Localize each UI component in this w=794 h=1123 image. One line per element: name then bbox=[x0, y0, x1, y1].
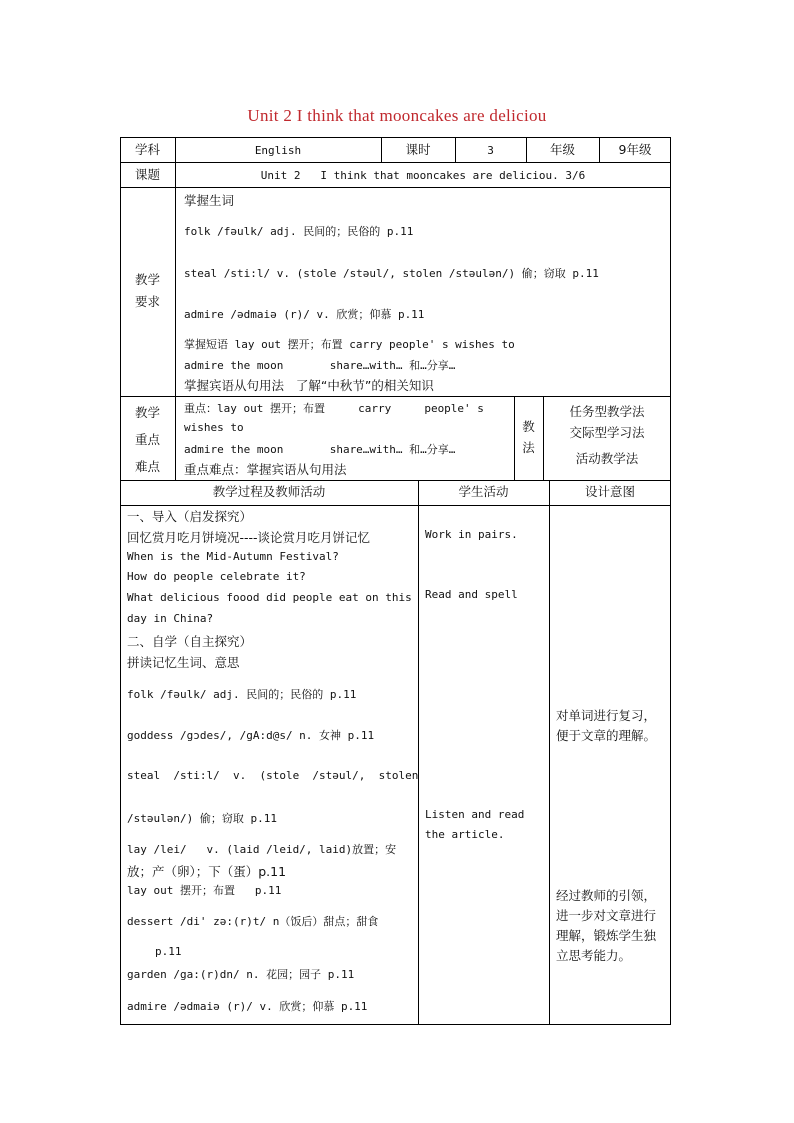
key-points-label-1: 教学 bbox=[134, 405, 160, 420]
method-item: 活动教学法 bbox=[575, 451, 639, 466]
design-intent: 经过教师的引领，进一步对文章进行理解，锻炼学生独立思考能力。 bbox=[556, 888, 657, 963]
requirement-line: 掌握宾语从句用法 了解“中秋节”的相关知识 bbox=[184, 378, 434, 393]
method-item: 交际型学习法 bbox=[569, 425, 645, 440]
subject-label: 学科 bbox=[134, 142, 160, 157]
process-header-student: 学生活动 bbox=[458, 484, 509, 499]
process-line: 回忆赏月吃月饼境况----谈论赏月吃月饼记忆 bbox=[127, 530, 371, 545]
key-point-line: 重点：lay out 摆开；布置 carry people' s bbox=[184, 402, 484, 415]
process-line: dessert /di' zə:(r)t/ n（饭后）甜点；甜食 bbox=[127, 915, 379, 928]
process-line: garden /ga:(r)dn/ n. 花园；园子 p.11 bbox=[127, 968, 355, 981]
student-activity: Work in pairs. bbox=[425, 528, 518, 541]
requirement-line: folk /fəulk/ adj. 民间的；民俗的 p.11 bbox=[184, 225, 414, 238]
student-activity: Read and spell bbox=[425, 588, 518, 601]
grade-value: 9年级 bbox=[618, 142, 652, 157]
key-points-label-3: 难点 bbox=[134, 459, 160, 474]
process-line: p.11 bbox=[155, 945, 182, 958]
lesson-value: 3 bbox=[487, 144, 494, 157]
process-header-design: 设计意图 bbox=[584, 484, 635, 499]
lesson-label: 课时 bbox=[405, 142, 431, 157]
method-item: 任务型教学法 bbox=[569, 404, 645, 419]
process-line: lay out 摆开；布置 p.11 bbox=[127, 884, 282, 897]
grade-label: 年级 bbox=[549, 142, 575, 157]
method-label-1: 教 bbox=[522, 419, 535, 434]
key-point-line: admire the moon share…with… 和…分享… bbox=[184, 443, 456, 456]
requirement-line: admire /ədmaiə (r)/ v. 欣赏；仰慕 p.11 bbox=[184, 308, 425, 321]
requirements-label-1: 教学 bbox=[134, 272, 160, 287]
process-line: 一、导入（启发探究） bbox=[127, 509, 253, 524]
requirements-label-2: 要求 bbox=[134, 294, 160, 309]
process-line: 拼读记忆生词、意思 bbox=[127, 655, 240, 670]
process-line: What delicious foood did people eat on this bbox=[127, 591, 412, 604]
key-point-line: 重点难点：掌握宾语从句用法 bbox=[184, 462, 347, 477]
method-label-2: 法 bbox=[522, 440, 535, 455]
requirement-line: 掌握短语 lay out 摆开；布置 carry people' s wishes to bbox=[184, 338, 515, 351]
key-point-line: wishes to bbox=[184, 421, 244, 434]
requirement-line: admire the moon share…with… 和…分享… bbox=[184, 359, 456, 372]
process-header-teacher: 教学过程及教师活动 bbox=[212, 484, 326, 499]
process-line: day in China? bbox=[127, 612, 214, 625]
process-line: 二、自学（自主探究） bbox=[127, 634, 253, 649]
process-line: admire /ədmaiə (r)/ v. 欣赏；仰慕 p.11 bbox=[127, 1000, 368, 1013]
student-activity: Listen and read bbox=[425, 808, 525, 821]
process-line: When is the Mid-Autumn Festival? bbox=[127, 550, 339, 563]
process-line: /stəulən/) 偷；窃取 p.11 bbox=[127, 812, 277, 825]
process-line: folk /fəulk/ adj. 民间的；民俗的 p.11 bbox=[127, 688, 357, 701]
key-points-label-2: 重点 bbox=[134, 432, 160, 447]
process-line: How do people celebrate it? bbox=[127, 570, 306, 583]
process-line: goddess /gɔdes/, /gA:d@s/ n. 女神 p.11 bbox=[127, 729, 375, 742]
document-title: Unit 2 I think that mooncakes are deliciou bbox=[247, 106, 547, 125]
topic-value: Unit 2 I think that mooncakes are deliciou. 3/6 bbox=[260, 169, 586, 182]
requirement-line: 掌握生词 bbox=[184, 193, 235, 208]
design-intent: 对单词进行复习，便于文章的理解。 bbox=[556, 708, 657, 743]
subject-value: English bbox=[254, 144, 302, 157]
requirement-line: steal /sti:l/ v. (stole /stəul/, stolen /stəulən/) 偷；窃取 p.11 bbox=[184, 267, 599, 280]
student-activity: the article. bbox=[425, 828, 505, 841]
process-line: steal /sti:l/ v. (stole /stəul/, stolen bbox=[127, 769, 419, 782]
process-line: lay /lei/ v. (laid /leid/, laid)放置；安 bbox=[127, 843, 397, 856]
topic-label: 课题 bbox=[134, 167, 160, 182]
process-line: 放；产（卵）；下（蛋）p.11 bbox=[127, 864, 287, 879]
